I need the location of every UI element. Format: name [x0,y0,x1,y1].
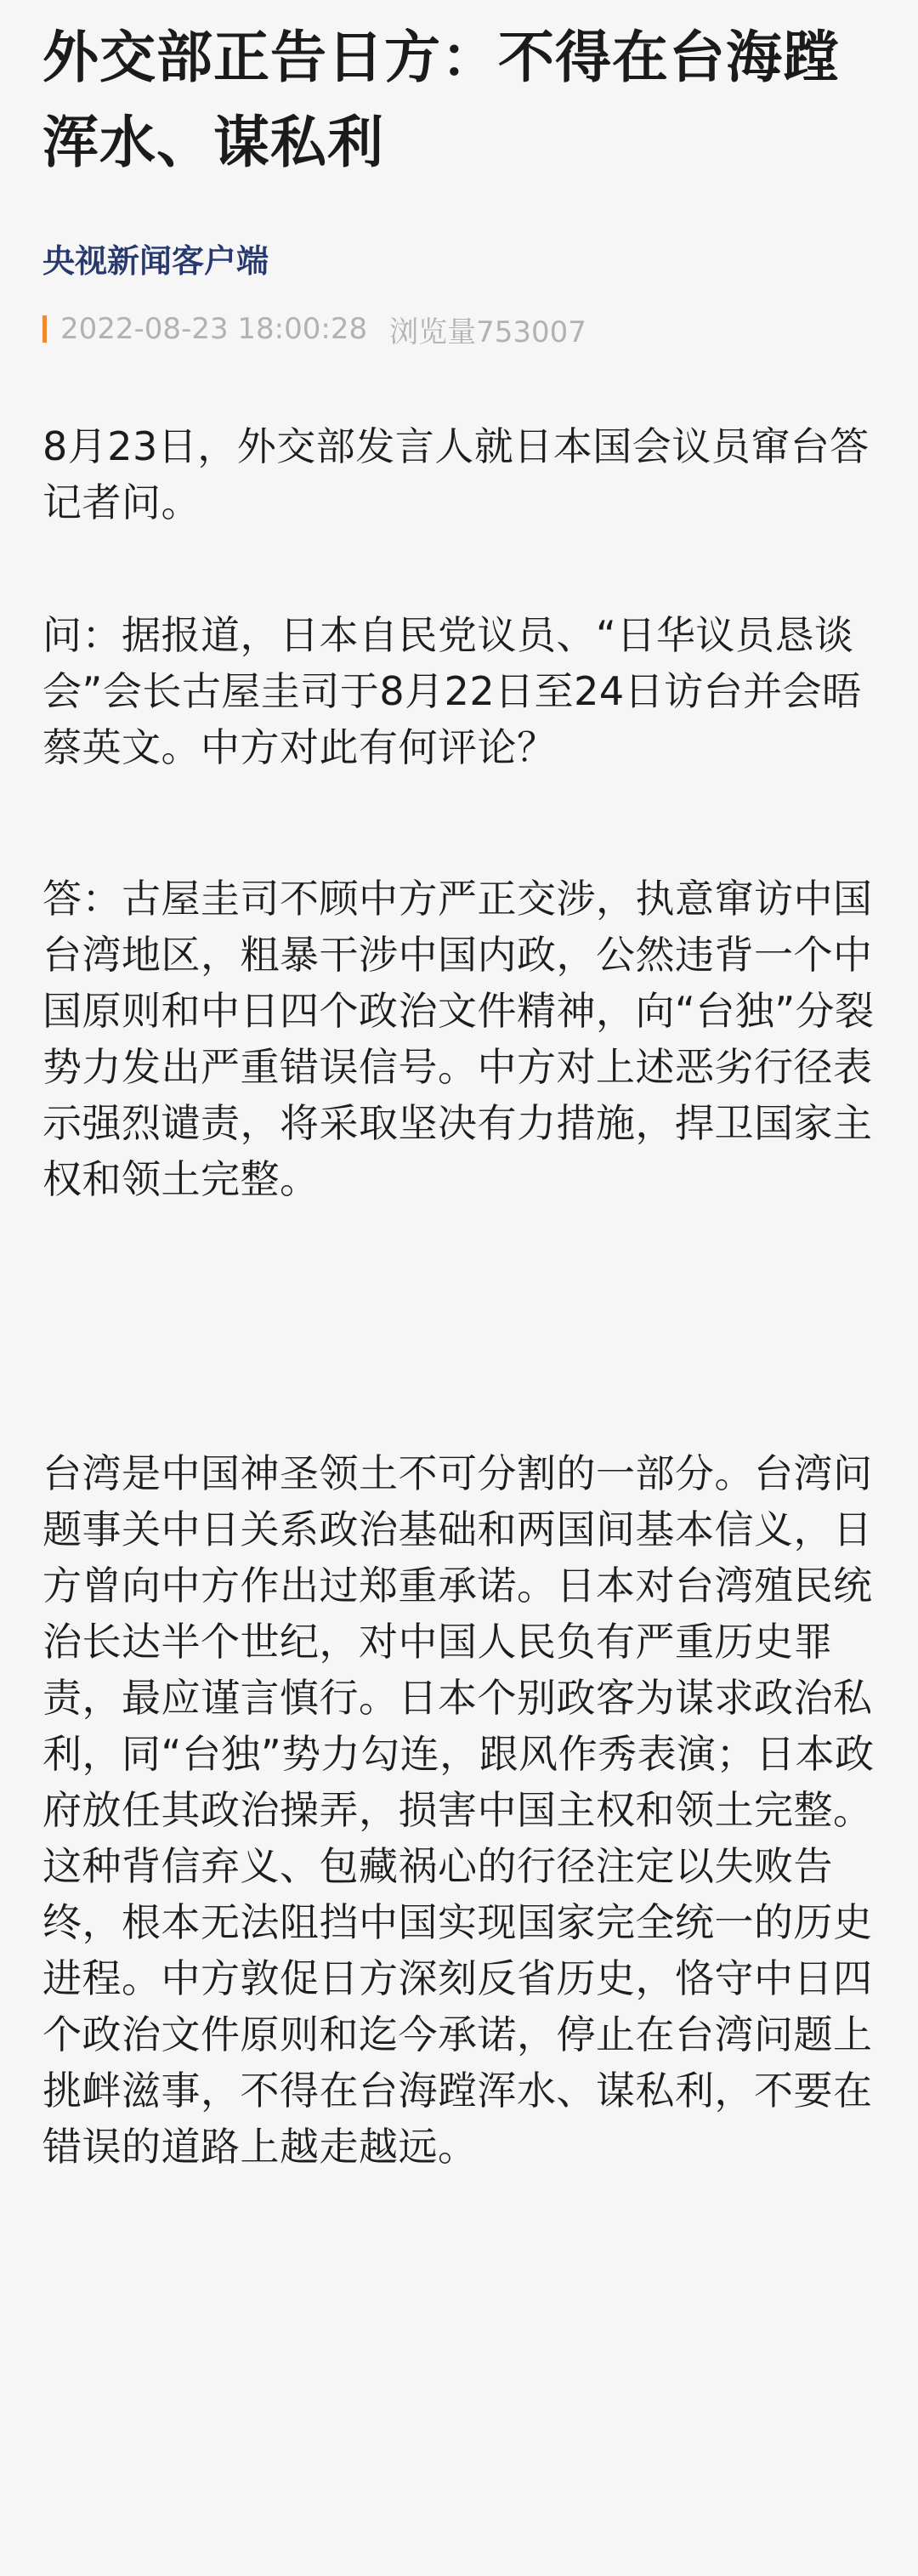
article-meta [42,308,586,350]
paragraph-2: 问：据报道，日本自民党议员、“日华议员恳谈会”会长古屋圭司于8月22日至24日访台并会晤蔡英文。中方对此有何评论？ [42,612,862,770]
source-name[interactable]: 央视新闻客户端 [42,242,269,280]
article-title: 外交部正告日方：不得在台海蹚浑水、谋私利 [42,25,840,175]
paragraph-1: 8月23日，外交部发言人就日本国会议员窜台答记者问。 [42,423,870,525]
paragraph-3: 答：古屋圭司不顾中方严正交涉，执意窜访中国台湾地区，粗暴干涉中国内政，公然违背一个中国原则和中日四个政治文件精神，向“台独”分裂势力发出严重错误信号。中方对上述恶劣行径表示强烈谴责，将采取坚决有力措施，捍卫国家主权和领土完整。 [42,876,875,1202]
meta-accent-bar [42,315,47,343]
publish-time: 2022-08-23 18:00:28 [60,312,368,346]
view-count: 浏览量753007 [389,315,586,349]
paragraph-4: 台湾是中国神圣领土不可分割的一部分。台湾问题事关中日关系政治基础和两国间基本信义，日方曾向中方作出过郑重承诺。日本对台湾殖民统治长达半个世纪，对中国人民负有严重历史罪责，最应谨言慎行。日本个别政客为谋求政治私利，同“台独”势力勾连，跟风作秀表演；日本政府放任其政治操弄，损害中国主权和领土完整。这种背信弃义、包藏祸心的行径注定以失败告终，根本无法阻挡中国实现国家完全统一的历史进程。中方敦促日方深刻反省历史，恪守中日四个政治文件原则和迄今承诺，停止在台湾问题上挑衅滋事，不得在台海蹚浑水、谋私利，不要在错误的道路上越走越远。 [42,1450,875,2170]
